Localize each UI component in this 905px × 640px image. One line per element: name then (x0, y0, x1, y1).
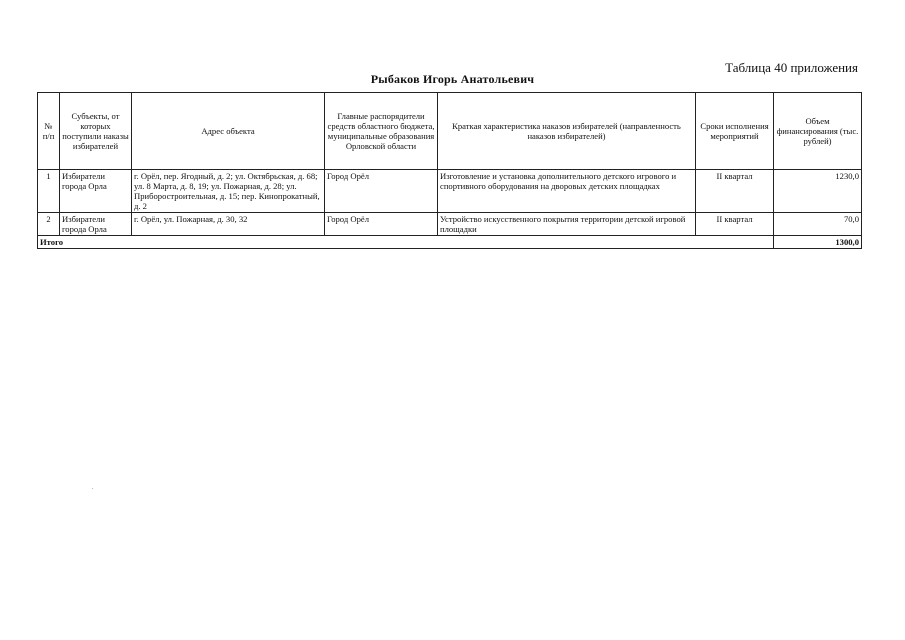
cell-description: Устройство искусственного покрытия территории детской игровой площадки (438, 213, 696, 236)
cell-managers: Город Орёл (325, 213, 438, 236)
total-label: Итого (38, 236, 774, 249)
cell-num: 2 (38, 213, 60, 236)
cell-subjects: Избиратели города Орла (60, 170, 132, 213)
scan-speck (92, 488, 93, 489)
header-funding: Объем финансирования (тыс. рублей) (774, 93, 862, 170)
cell-deadline: II квартал (696, 170, 774, 213)
cell-address: г. Орёл, пер. Ягодный, д. 2; ул. Октябрьская, д. 68; ул. 8 Марта, д. 8, 19; ул. Пожарная, д. 28; ул. Приборостроительная, д. 15; пер. Кинопрокатный, д. 2 (132, 170, 325, 213)
header-num: № п/п (38, 93, 60, 170)
orders-table (37, 92, 862, 249)
total-row (38, 236, 862, 249)
cell-managers: Город Орёл (325, 170, 438, 213)
header-deadline: Сроки исполнения мероприятий (696, 93, 774, 170)
total-value: 1300,0 (774, 236, 862, 249)
header-description: Краткая характеристика наказов избирателей (направленность наказов избирателей) (438, 93, 696, 170)
header-managers: Главные распорядители средств областного бюджета, муниципальные образования Орловской области (325, 93, 438, 170)
table-number-label: Таблица 40 приложения (725, 60, 858, 75)
cell-subjects: Избиратели города Орла (60, 213, 132, 236)
cell-funding: 1230,0 (774, 170, 862, 213)
table-header-row (38, 93, 862, 170)
table-row (38, 170, 862, 213)
header-subjects: Субъекты, от которых поступили наказы избирателей (60, 93, 132, 170)
cell-description: Изготовление и установка дополнительного детского игрового и спортивного оборудования на дворовых детских площадках (438, 170, 696, 213)
header-address: Адрес объекта (132, 93, 325, 170)
table-row (38, 213, 862, 236)
cell-deadline: II квартал (696, 213, 774, 236)
cell-funding: 70,0 (774, 213, 862, 236)
cell-num: 1 (38, 170, 60, 213)
document-title: Рыбаков Игорь Анатольевич (370, 72, 535, 86)
cell-address: г. Орёл, ул. Пожарная, д. 30, 32 (132, 213, 325, 236)
